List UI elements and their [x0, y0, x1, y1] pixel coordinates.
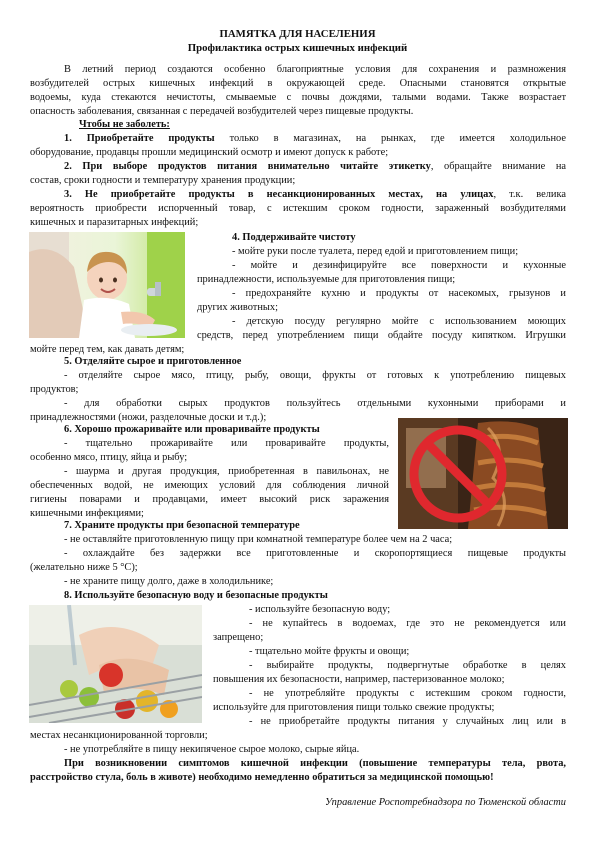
section-4-line: - детскую посуду регулярно мойте с использованием моющих	[232, 316, 566, 327]
section-4-line: мойте перед тем, как давать детям;	[30, 344, 185, 355]
section-3-line: 3. Не приобретайте продукты в несанкционированных местах, на улицах, т.к. велика	[64, 189, 566, 200]
child-handwashing-illustration	[29, 232, 185, 338]
section-8-line: - выбирайте продукты, подвергнутые обработке в целях	[249, 660, 566, 671]
section-3-line: кишечных и паразитарных инфекций;	[30, 217, 199, 228]
section-2-line: состав, сроки годности и температуру хранения продукции;	[30, 175, 296, 186]
section-8-line: - используйте безопасную воду;	[249, 604, 391, 615]
section-8-line: используйте для приготовления пищи только свежие продукты;	[213, 702, 495, 713]
section-8-line: запрещено;	[213, 632, 264, 643]
intro-line: опасность заболевания, связанная с передачей возбудителей через пищевые продукты.	[30, 106, 414, 117]
section-8-line: - не употребляйте в пищу некипяченое сырое молоко, сырые яйца.	[64, 744, 360, 755]
page-title: ПАМЯТКА ДЛЯ НАСЕЛЕНИЯ	[219, 28, 376, 40]
section-1-line: оборудование, продавцы прошли медицинский осмотр и имеют допуск к работе;	[30, 147, 389, 158]
section-3-line: вероятность приобрести испорченный товар, с истекшим сроком годности, зараженный возбудителями	[30, 203, 566, 214]
footer-signature: Управление Роспотребнадзора по Тюменской области	[324, 797, 566, 808]
section-7-line: - охлаждайте без задержки все приготовленные и скоропортящиеся пищевые продукты	[64, 548, 566, 559]
section-5-line: продуктов;	[30, 384, 79, 395]
section-4-line: средств, перед употреблением пищи обдайте посуду кипятком. Игрушки	[197, 330, 566, 341]
section-7-line: - не храните пищу долго, даже в холодильнике;	[64, 576, 274, 587]
section-4-line: принадлежности, используемые для приготовления пищи;	[197, 274, 456, 285]
section-7-line: - не оставляйте приготовленную пищу при комнатной температуре более чем на 2 часа;	[64, 534, 453, 545]
section-2-line: 2. При выборе продуктов питания внимательно читайте этикетку, обращайте внимание на	[64, 161, 566, 172]
washing-fruit-image	[29, 605, 202, 723]
section-4-line: - предохраняйте кухню и продукты от насекомых, грызунов и	[232, 288, 566, 299]
section-6-line: особенно мясо, птицу, яйца и рыбу;	[30, 452, 188, 463]
section-6-line: гигиены поварами и продавцами, имеет высокий риск заражения	[30, 494, 389, 505]
section-5-heading: 5. Отделяйте сырое и приготовленное	[64, 356, 242, 367]
section-8-line: - не употребляйте продукты с истекшим сроком годности,	[249, 688, 566, 699]
section-1-line: 1. Приобретайте продукты только в магазинах, на рынках, где имеется холодильное	[64, 133, 566, 144]
intro-line: В летний период создаются особенно благоприятные условия для сохранения и размножения	[64, 64, 566, 75]
section-6-line: кишечными инфекциями;	[30, 508, 144, 519]
shawarma-prohibited-image	[398, 418, 568, 529]
washing-fruit-illustration	[29, 605, 202, 723]
section-5-line: - отделяйте сырое мясо, птицу, рыбу, овощи, фрукты от готовых к употреблению пищевых	[64, 370, 566, 381]
section-4-line: других животных;	[197, 302, 278, 313]
intro-line: возбудителей острых кишечных инфекций в окружающей среде. Опасными становятся открытые	[30, 78, 566, 89]
warning-line: расстройство стула, боль в животе) необходимо немедленно обратиться за медицинской помощью!	[30, 772, 494, 783]
section-6-line: - шаурма и другая продукция, приобретенная в павильонах, не	[64, 466, 389, 477]
section-8-line: - не купайтесь в водоемах, где это не рекомендуется или	[249, 618, 566, 629]
section-4-line: - мойте руки после туалета, перед едой и приготовлением пищи;	[232, 246, 519, 257]
section-4-heading: 4. Поддерживайте чистоту	[232, 232, 356, 243]
shawarma-illustration	[398, 418, 568, 529]
section-5-line: - для обработки сырых продуктов пользуйтесь отдельными кухонными приборами и	[64, 398, 566, 409]
how-heading: Чтобы не заболеть:	[79, 119, 170, 130]
child-handwashing-image	[29, 232, 185, 338]
section-8-line: - не приобретайте продукты питания у случайных лиц или в	[249, 716, 566, 727]
section-8-heading: 8. Используйте безопасную воду и безопасные продукты	[64, 590, 328, 601]
intro-line: водоемы, куда стекаются нечистоты, смываемые с почвы дождями, талыми водами. Также возрастает	[30, 92, 566, 103]
section-6-line: обеспеченных водой, не имеющих условий для соблюдения личной	[30, 480, 389, 491]
section-8-line: - тщательно мойте фрукты и овощи;	[249, 646, 410, 657]
warning-line: При возникновении симптомов кишечной инфекции (повышение температуры тела, рвота,	[64, 758, 566, 769]
page-subtitle: Профилактика острых кишечных инфекций	[187, 42, 408, 54]
section-6-heading: 6. Хорошо прожаривайте или проваривайте продукты	[64, 424, 320, 435]
section-8-line: местах несанкционированной торговли;	[30, 730, 208, 741]
section-7-heading: 7. Храните продукты при безопасной температуре	[64, 520, 300, 531]
section-5-line: принадлежностями (ножи, разделочные доски и т.д.);	[30, 412, 267, 423]
section-6-line: - тщательно прожаривайте или проваривайте продукты,	[64, 438, 389, 449]
section-7-line: (желательно ниже 5 °C);	[30, 562, 138, 573]
section-8-line: повышения их безопасности, например, пастеризованное молоко;	[213, 674, 505, 685]
section-4-line: - мойте и дезинфицируйте все поверхности и кухонные	[232, 260, 566, 271]
